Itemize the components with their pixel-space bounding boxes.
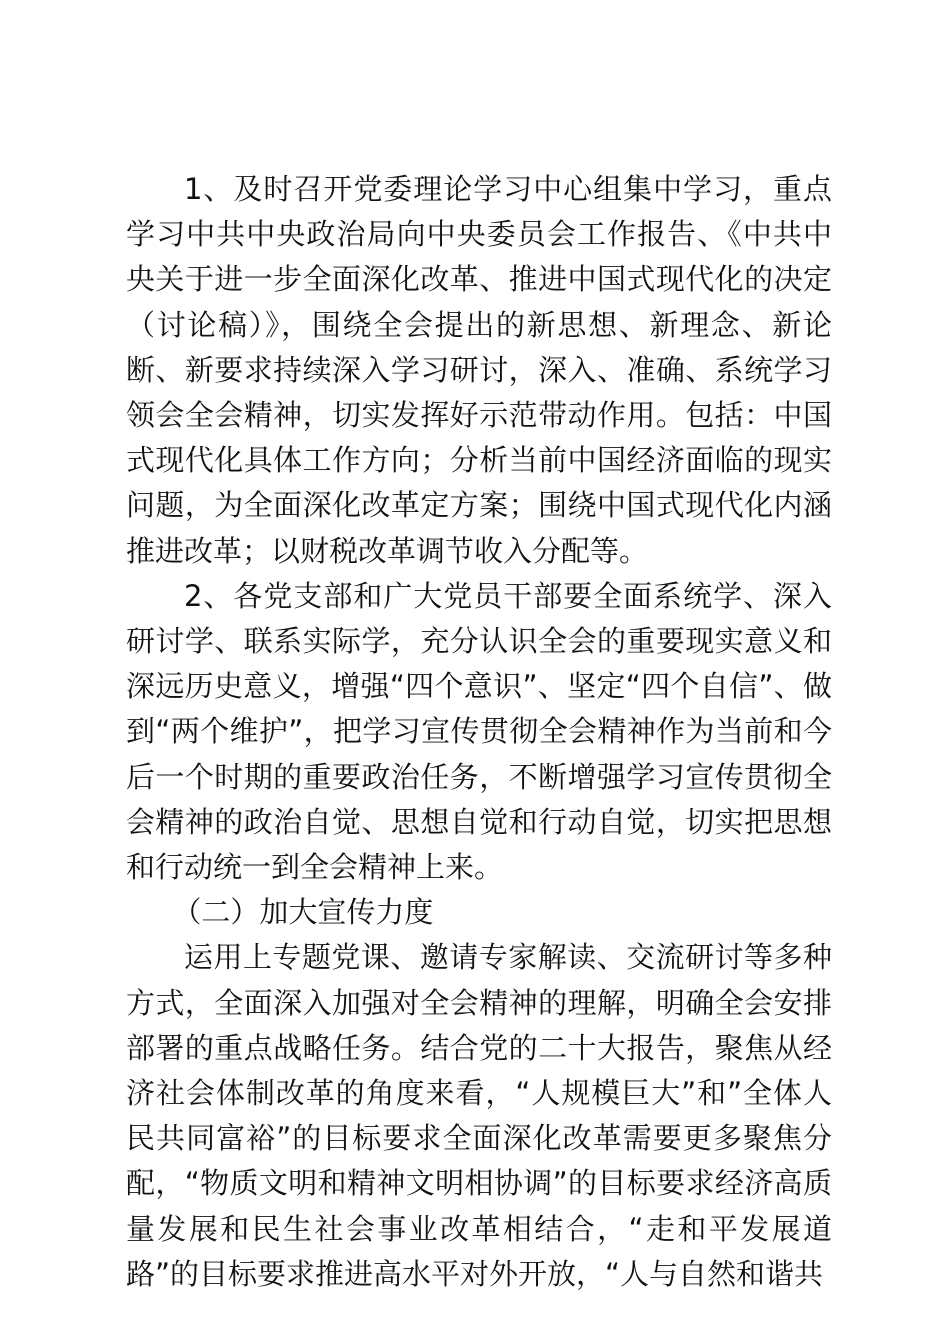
paragraph-item-1: 1、及时召开党委理论学习中心组集中学习，重点学习中共中央政治局向中央委员会工作报告、《中共中央关于进一步全面深化改革、推进中国式现代化的决定（讨论稿）》，围绕全会提出的新思想、新理念、新论断、新要求持续深入学习研讨，深入、准确、系统学习领会全会精神，切实发挥好示范带动作用。包括：中国式现代化具体工作方向；分析当前中国经济面临的现实问题，为全面深化改革定方案；围绕中国式现代化内涵推进改革；以财税改革调节收入分配等。 xyxy=(126,172,832,568)
paragraph-body-3: 运用上专题党课、邀请专家解读、交流研讨等多种方式，全面深入加强对全会精神的理解，明确全会安排部署的重点战略任务。结合党的二十大报告，聚焦从经济社会体制改革的角度来看，“人规模巨大”和”全体人民共同富裕”的目标要求全面深化改革需要更多聚焦分配，“物质文明和精神文明相协调”的目标要求经济高质量发展和民生社会事业改革相结合，“走和平发展道路”的目标要求推进高水平对外开放，“人与自然和谐共 xyxy=(126,940,832,1291)
paragraph-item-2: 2、各党支部和广大党员干部要全面系统学、深入研讨学、联系实际学，充分认识全会的重要现实意义和深远历史意义，增强“四个意识”、坚定“四个自信”、做到“两个维护”，把学习宣传贯彻全会精神作为当前和今后一个时期的重要政治任务，不断增强学习宣传贯彻全会精神的政治自觉、思想自觉和行动自觉，切实把思想和行动统一到全会精神上来。 xyxy=(126,578,832,885)
section-heading: （二）加大宣传力度 xyxy=(172,895,434,930)
document-body xyxy=(126,167,832,1297)
